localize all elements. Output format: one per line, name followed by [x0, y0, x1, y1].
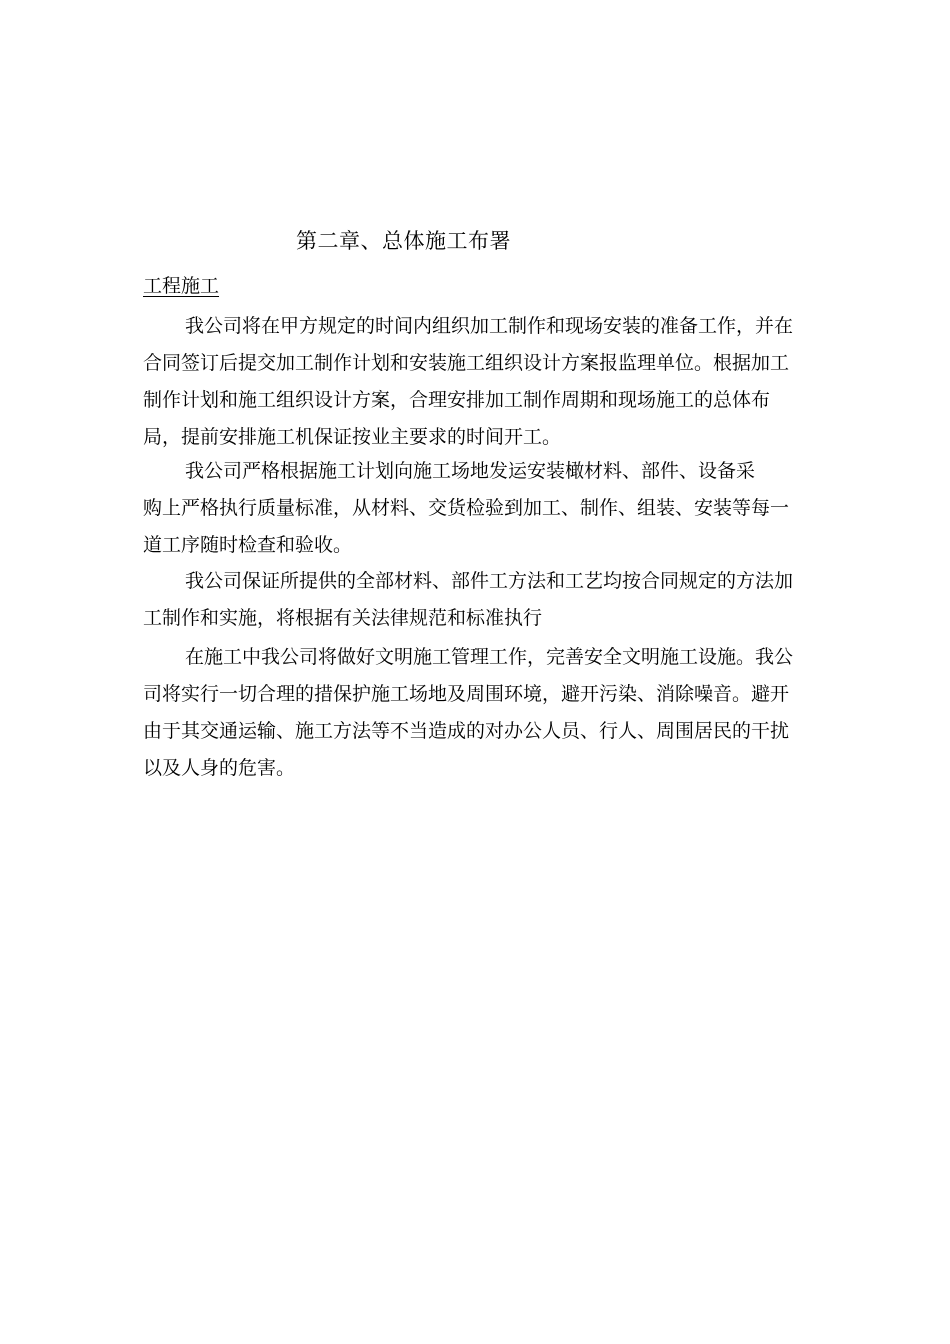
- paragraph-4: [143, 639, 888, 787]
- paragraph-1: [143, 308, 888, 456]
- paragraph-line: 以及人身的危害。: [143, 757, 296, 779]
- paragraph-line: 制作计划和施工组织设计方案，合理安排加工制作周期和现场施工的总体布: [143, 389, 771, 411]
- paragraph-2: [143, 453, 888, 564]
- paragraph-line: 我公司保证所提供的全部材料、部件工方法和工艺均按合同规定的方法加: [185, 570, 794, 592]
- paragraph-line: 合同签订后提交加工制作计划和安装施工组织设计方案报监理单位。根据加工: [143, 352, 790, 374]
- paragraph-line: 道工序随时检查和验收。: [143, 534, 353, 556]
- paragraph-line: 工制作和实施，将根据有关法律规范和标准执行: [143, 607, 543, 629]
- paragraph-3: [143, 563, 888, 637]
- paragraph-line: 在施工中我公司将做好文明施工管理工作，完善安全文明施工设施。我公: [185, 646, 794, 668]
- chapter-title: 第二章、总体施工布署: [296, 229, 511, 253]
- paragraph-line: 司将实行一切合理的措保护施工场地及周围环境，避开污染、消除噪音。避开: [143, 683, 790, 705]
- paragraph-line: 购上严格执行质量标准，从材料、交货检验到加工、制作、组装、安装等每一: [143, 497, 790, 519]
- paragraph-line: 局，提前安排施工机保证按业主要求的时间开工。: [143, 426, 562, 448]
- section-heading: 工程施工: [143, 275, 220, 297]
- paragraph-line: 我公司将在甲方规定的时间内组织加工制作和现场安装的准备工作，并在: [185, 315, 794, 337]
- paragraph-line: 由于其交通运输、施工方法等不当造成的对办公人员、行人、周围居民的干扰: [143, 720, 790, 742]
- paragraph-line: 我公司严格根据施工计划向施工场地发运安装橄材料、部件、设备采: [185, 460, 756, 482]
